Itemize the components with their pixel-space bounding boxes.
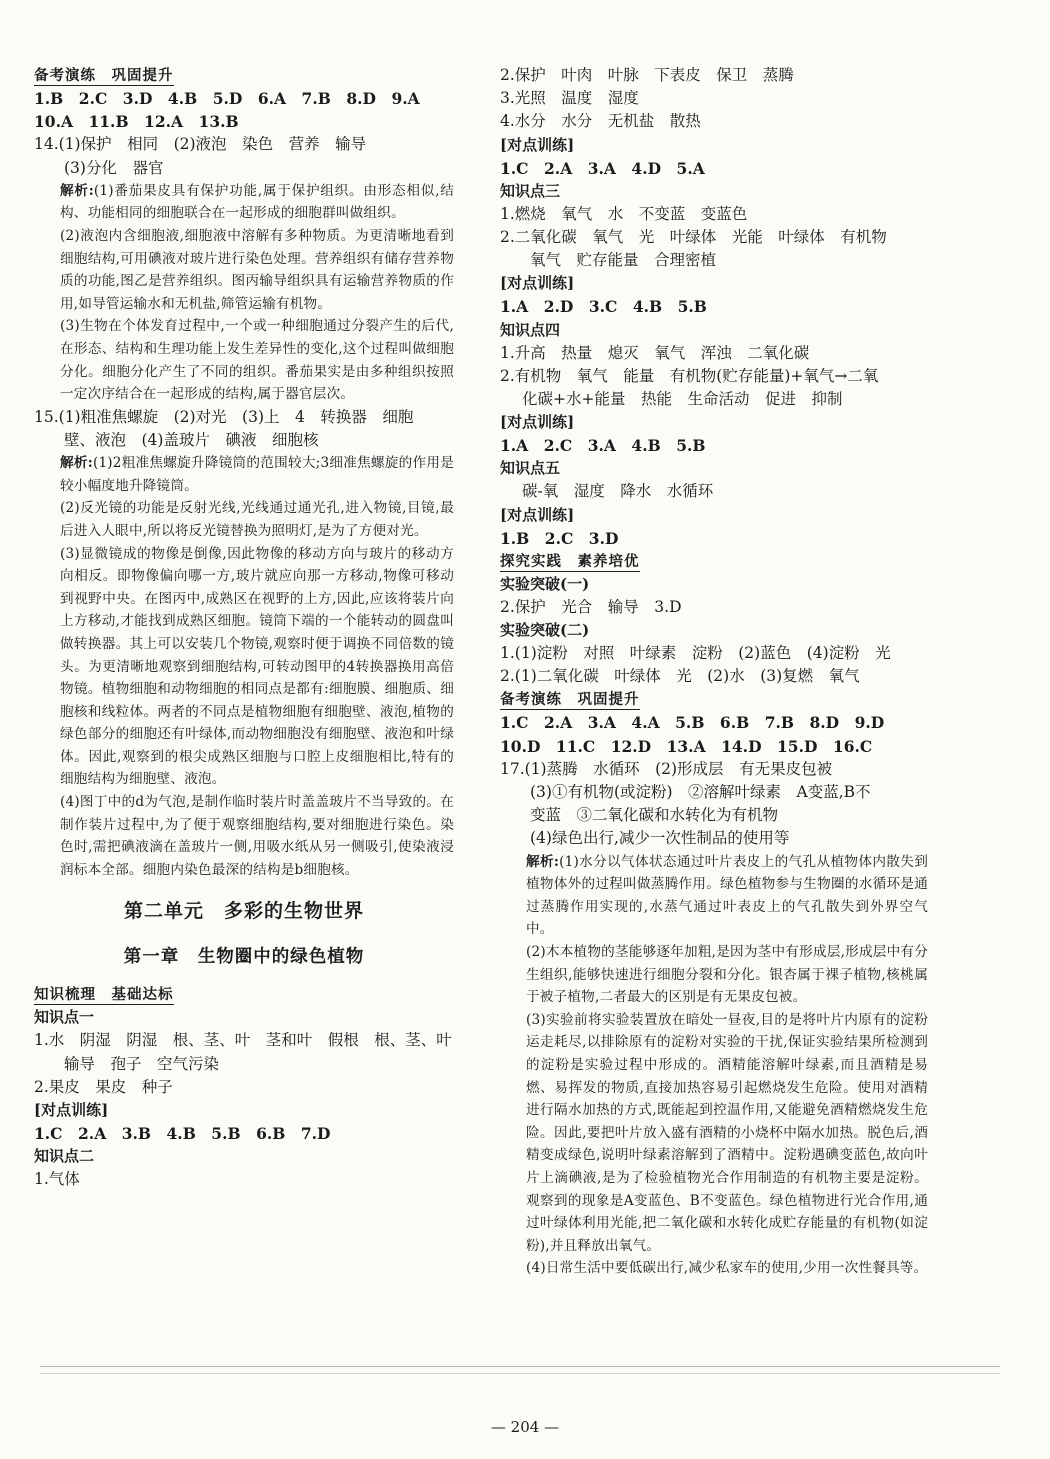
- explanation-label: 解析:: [526, 853, 560, 870]
- answer-line: 1.A 2.D 3.C 4.B 5.B: [500, 297, 707, 317]
- question-14-answer: (3)分化 器官: [64, 158, 164, 177]
- answer-line: 化碳+水+能量 热能 生命活动 促进 抑制: [522, 390, 843, 409]
- answer-line: 2.二氧化碳 氧气 光 叶绿体 光能 叶绿体 有机物: [500, 228, 887, 247]
- answer-line: 1.C 2.A 3.A 4.A 5.B 6.B 7.B 8.D 9.D: [500, 713, 885, 733]
- question-17-answer: (3)①有机物(或淀粉) ②溶解叶绿素 A变蓝,B不: [530, 783, 871, 802]
- explanation-label: 解析:: [60, 455, 93, 472]
- answer-line: 1.C 2.A 3.A 4.D 5.A: [500, 158, 705, 178]
- answer-line: 10.D 11.C 12.D 13.A 14.D 15.D 16.C: [500, 736, 873, 756]
- left-column: [34, 64, 454, 1191]
- answer-line: 1.B 2.C 3.D: [500, 528, 619, 548]
- footer-divider: [40, 1366, 1000, 1374]
- answer-line: 1.燃烧 氧气 水 不变蓝 变蓝色: [500, 204, 748, 223]
- answer-line: 碳-氧 湿度 降水 水循环: [522, 482, 714, 501]
- chapter-title: 第一章 生物圈中的绿色植物: [123, 947, 365, 968]
- knowledge-point-heading: 知识点五: [500, 459, 561, 478]
- answer-line: 氧气 贮存能量 合理密植: [530, 251, 717, 270]
- unit-title: 第二单元 多彩的生物世界: [123, 900, 364, 923]
- drill-heading: [对点训练]: [500, 413, 575, 432]
- question-17-answer: (4)绿色出行,减少一次性制品的使用等: [530, 829, 790, 848]
- answer-line: 1.升高 热量 熄灭 氧气 浑浊 二氧化碳: [500, 343, 810, 362]
- knowledge-point-heading: 知识点三: [500, 181, 561, 200]
- section-header: 探究实践 素养培优: [500, 552, 640, 570]
- answer-line: 1.气体: [34, 1170, 80, 1189]
- explanation-paragraph: 解析:(1)2粗准焦螺旋升降镜筒的范围较大;3细准焦螺旋的作用是较小幅度地升降镜筒。: [60, 455, 454, 494]
- answer-line: 1.水 阴湿 阴湿 根、茎、叶 茎和叶 假根 根、茎、叶: [34, 1031, 452, 1050]
- question-15-answer: 15.(1)粗准焦螺旋 (2)对光 (3)上 4 转换器 细胞: [34, 407, 414, 426]
- drill-heading: [对点训练]: [34, 1101, 109, 1120]
- knowledge-point-heading: 知识点一: [34, 1008, 95, 1027]
- experiment-heading: 实验突破(二): [500, 621, 590, 640]
- answer-line: 1.B 2.C 3.D 4.B 5.D 6.A 7.B 8.D 9.A: [34, 89, 420, 108]
- answer-line: 2.保护 叶肉 叶脉 下表皮 保卫 蒸腾: [500, 66, 794, 84]
- experiment-heading: 实验突破(一): [500, 574, 590, 593]
- explanation-paragraph: (3)显微镜成的物像是倒像,因此物像的移动方向与玻片的移动方向相反。即物像偏向哪一方,玻片就应向那一方移动,物像可移动到视野中央。在图丙中,成熟区在视野的上方,因此,应该将装片向上方移动,才能找到成熟区细胞。镜筒下端的一个能转动的圆盘叫做转换器。其上可以安装几个物镜,观察时便于调换不同倍数的镜头。为更清晰地观察到细胞结构,可转动图甲的4转换器换用高倍物镜。植物细胞和动物细胞的相同点是都有:细胞膜、细胞质、细胞核和线粒体。两者的不同点是植物细胞有细胞壁、液泡,植物的绿色部分的细胞还有叶绿体,而动物细胞没有细胞壁、液泡和叶绿体。因此,观察到的根尖成熟区细胞与口腔上皮细胞相比,特有的细胞结构为细胞壁、液泡。: [60, 545, 454, 788]
- drill-heading: [对点训练]: [500, 274, 575, 293]
- drill-heading: [对点训练]: [500, 135, 575, 154]
- question-14-answer: 14.(1)保护 相同 (2)液泡 染色 营养 输导: [34, 135, 367, 154]
- answer-line: 2.有机物 氧气 能量 有机物(贮存能量)+氧气→二氧: [500, 366, 879, 385]
- explanation-paragraph: 解析:(1)水分以气体状态通过叶片表皮上的气孔从植物体内散失到植物体外的过程叫做蒸腾作用。绿色植物参与生物圈的水循环是通过蒸腾作用实现的,水蒸气通过叶表皮上的气孔散失到外界空气中。: [526, 853, 928, 938]
- answer-line: 2.(1)二氧化碳 叶绿体 光 (2)水 (3)复燃 氧气: [500, 667, 860, 686]
- question-15-answer: 壁、液泡 (4)盖玻片 碘液 细胞核: [64, 430, 319, 449]
- answer-line: 2.果皮 果皮 种子: [34, 1077, 173, 1096]
- knowledge-point-heading: 知识点二: [34, 1147, 95, 1166]
- question-17-answer: 17.(1)蒸腾 水循环 (2)形成层 有无果皮包被: [500, 759, 833, 778]
- answer-line: 输导 孢子 空气污染: [64, 1054, 220, 1073]
- answer-line: 10.A 11.B 12.A 13.B: [34, 112, 239, 132]
- right-column: [500, 64, 928, 1280]
- answer-line: 1.A 2.C 3.A 4.B 5.B: [500, 436, 706, 456]
- explanation-paragraph: (2)液泡内含细胞液,细胞液中溶解有多种物质。为更清晰地看到细胞结构,可用碘液对玻片进行染色处理。营养组织有储存营养物质的功能,图乙是营养组织。图丙输导组织具有运输营养物质的作用,如导管运输水和无机盐,筛管运输有机物。: [60, 228, 454, 312]
- question-17-answer: 变蓝 ③二氧化碳和水转化为有机物: [530, 806, 779, 825]
- explanation-paragraph: (4)日常生活中要低碳出行,减少私家车的使用,少用一次性餐具等。: [526, 1260, 928, 1277]
- answer-line: 3.光照 温度 湿度: [500, 89, 639, 108]
- section-header: 备考演练 巩固提升: [34, 67, 174, 84]
- explanation-paragraph: (3)实验前将实验装置放在暗处一昼夜,目的是将叶片内原有的淀粉运走耗尽,以排除原有的淀粉对实验的干扰,保证实验结果所检测到的淀粉是实验过程中形成的。酒精能溶解叶绿素,而且酒精是易燃、易挥发的物质,直接加热容易引起燃烧发生危险。使用对酒精进行隔水加热的方式,既能起到控温作用,又能避免酒精燃烧发生危险。因此,要把叶片放入盛有酒精的小烧杯中隔水加热。脱色后,酒精变成绿色,说明叶绿素溶解到了酒精中。淀粉遇碘变蓝色,故向叶片上滴碘液,是为了检验植物光合作用制造的有机物主要是淀粉。观察到的现象是A变蓝色、B不变蓝色。绿色植物进行光合作用,通过叶绿体利用光能,把二氧化碳和水转化成贮存能量的有机物(如淀粉),并且释放出氧气。: [526, 1011, 928, 1254]
- explanation-label: 解析:: [60, 182, 94, 199]
- explanation-paragraph: (4)图丁中的d为气泡,是制作临时装片时盖盖玻片不当导致的。在制作装片过程中,为了便于观察细胞结构,要对细胞进行染色。染色时,需把碘液滴在盖玻片一侧,用吸水纸从另一侧吸引,使染液浸润标本全部。细胞内染色最深的结构是b细胞核。: [60, 794, 454, 878]
- knowledge-point-heading: 知识点四: [500, 320, 561, 339]
- answer-line: 1.C 2.A 3.B 4.B 5.B 6.B 7.D: [34, 1124, 331, 1144]
- page-number: — 204 —: [490, 1418, 560, 1436]
- answer-line: 1.(1)淀粉 对照 叶绿素 淀粉 (2)蓝色 (4)淀粉 光: [500, 644, 891, 663]
- answer-line: 4.水分 水分 无机盐 散热: [500, 112, 701, 131]
- explanation-paragraph: (3)生物在个体发育过程中,一个或一种细胞通过分裂产生的后代,在形态、结构和生理功能上发生差异性的变化,这个过程叫做细胞分化。细胞分化产生了不同的组织。番茄果实是由多种组织按照一定次序结合在一起形成的结构,属于器官层次。: [60, 318, 454, 403]
- answer-line: 2.保护 光合 输导 3.D: [500, 597, 682, 616]
- section-header: 备考演练 巩固提升: [500, 691, 640, 709]
- section-header: 知识梳理 基础达标: [34, 986, 174, 1004]
- drill-heading: [对点训练]: [500, 505, 575, 524]
- explanation-paragraph: (2)木本植物的茎能够逐年加粗,是因为茎中有形成层,形成层中有分生组织,能够快速进行细胞分裂和分化。银杏属于裸子植物,核桃属于被子植物,二者最大的区别是有无果皮包被。: [526, 944, 928, 1006]
- explanation-paragraph: (2)反光镜的功能是反射光线,光线通过通光孔,进入物镜,目镜,最后进入人眼中,所以将反光镜替换为照明灯,是为了方便对光。: [60, 500, 454, 539]
- explanation-paragraph: 解析:(1)番茄果皮具有保护功能,属于保护组织。由形态相似,结构、功能相同的细胞联合在一起形成的细胞群叫做组织。: [60, 182, 454, 222]
